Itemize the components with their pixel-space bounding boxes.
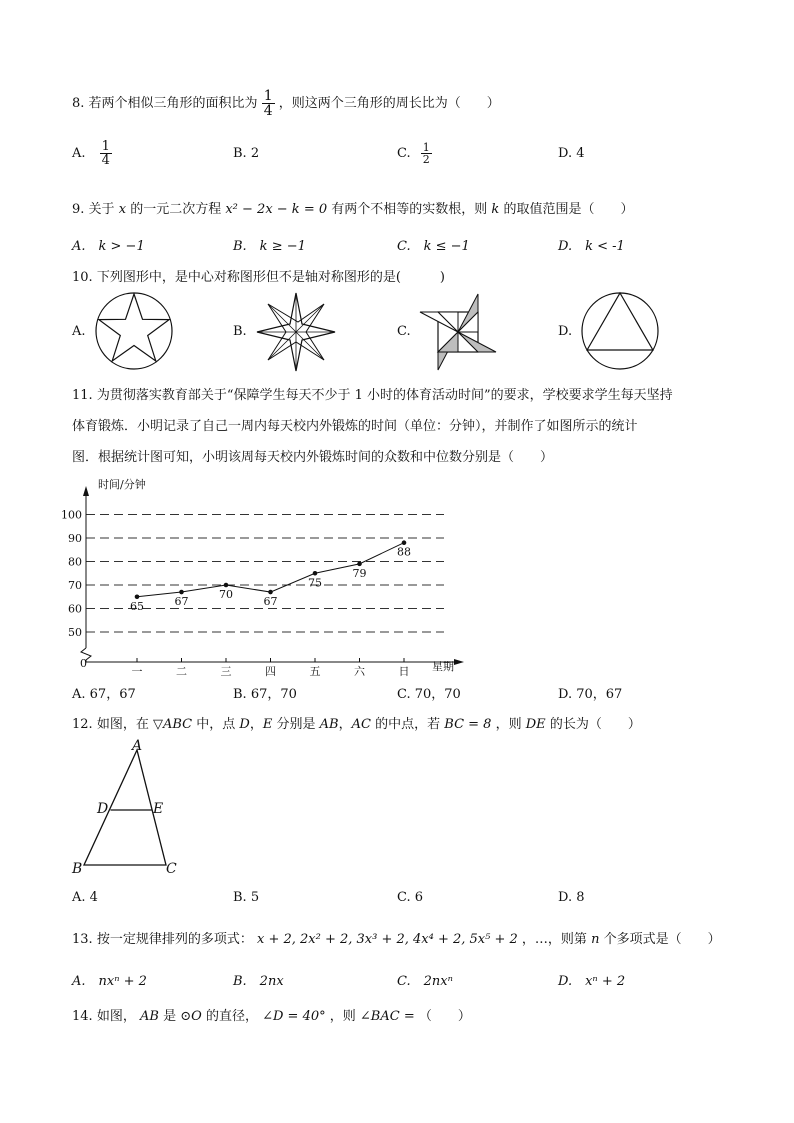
line-chart xyxy=(61,472,472,682)
vertex-b-label: B xyxy=(72,861,83,877)
y-axis-label: 时间/分钟 xyxy=(98,478,146,491)
point-d-label: D xyxy=(97,801,109,817)
option-d[interactable]: D. 70，67 xyxy=(558,687,623,702)
y-tick-label: 70 xyxy=(68,579,82,592)
x-tick-label: 五 xyxy=(309,665,321,678)
compass-star-figure xyxy=(256,292,336,372)
x-tick-label: 六 xyxy=(354,665,365,678)
option-a[interactable]: A. 67，67 xyxy=(72,687,136,702)
question-9: 9. 关于 x 的一元二次方程 x² − 2x − k = 0 有两个不相等的实数根，则 k 的取值范围是（ ） xyxy=(72,202,634,217)
x-tick-label: 二 xyxy=(176,665,187,678)
question-number: 13. xyxy=(72,932,93,947)
y-tick-label: 90 xyxy=(68,532,82,545)
data-point xyxy=(357,562,362,567)
x-tick-label: 三 xyxy=(220,665,232,678)
data-label: 75 xyxy=(308,576,322,590)
question-number: 14. xyxy=(72,1009,93,1024)
y-axis-arrow xyxy=(83,486,89,496)
pinwheel-figure xyxy=(418,292,498,372)
point-e-label: E xyxy=(153,801,164,817)
data-point xyxy=(135,594,140,599)
y-tick-label: 100 xyxy=(61,508,82,522)
circle-triangle-figure xyxy=(580,291,660,371)
x-tick-label: 日 xyxy=(398,665,410,678)
option-d[interactable]: D. xyxy=(558,324,573,339)
question-number: 8. xyxy=(72,96,85,111)
question-text: ，则这两个三角形的周长比为（ ） xyxy=(278,96,500,111)
data-point xyxy=(179,590,184,595)
data-point xyxy=(224,583,229,588)
option-c[interactable]: C. k ≤ −1 xyxy=(397,239,470,254)
option-a[interactable]: A. xyxy=(72,324,86,339)
option-b[interactable]: B. k ≥ −1 xyxy=(233,239,306,254)
y-tick-label: 50 xyxy=(68,626,82,639)
fraction: $\frac{1}{4}$ xyxy=(263,88,273,119)
question-14: 14. 如图， AB 是 ⊙O 的直径， ∠D = 40° ，则 ∠BAC = （ ） xyxy=(72,1009,471,1024)
data-label: 65 xyxy=(130,599,144,613)
vertex-a-label: A xyxy=(132,738,143,754)
option-c[interactable]: C. $\frac{1}{2}$ xyxy=(397,141,430,166)
question-11: 11. 为贯彻落实教育部关于“保障学生每天不少于 1 小时的体育活动时间”的要求，学校要求学生每天坚持 体育锻炼．小明记录了自己一周内每天校内外锻炼的时间（单位：分钟），并制作了如图所示的统计 图．根据统计图可知，小明该周每天校内外锻炼时间的众数和中位数分别是（ ） xyxy=(72,388,673,465)
option-d[interactable]: D. xⁿ + 2 xyxy=(558,974,626,989)
option-d[interactable]: D. 8 xyxy=(558,890,585,905)
option-b[interactable]: B. 67，70 xyxy=(233,687,297,702)
x-axis-label: 星期 xyxy=(432,660,454,673)
option-a[interactable]: A. $\frac{1}{4}$ xyxy=(72,139,110,168)
y-tick-label: 80 xyxy=(68,555,82,569)
data-point xyxy=(313,571,318,576)
option-a[interactable]: A. 4 xyxy=(72,890,98,905)
option-c[interactable]: C. 2nxⁿ xyxy=(397,974,453,989)
question-12: 12. 如图，在 ▽ABC 中，点 D，E 分别是 AB，AC 的中点，若 BC = 8 ，则 DE 的长为（ ） xyxy=(72,717,641,732)
data-label: 88 xyxy=(397,545,411,559)
option-a[interactable]: A. nxⁿ + 2 xyxy=(72,974,147,989)
data-label: 67 xyxy=(174,595,189,609)
option-b[interactable]: B. 5 xyxy=(233,890,260,905)
x-tick-label: 四 xyxy=(265,665,276,678)
option-c[interactable]: C. 70，70 xyxy=(397,687,461,702)
option-d[interactable]: D. 4 xyxy=(558,146,585,161)
question-text: 若两个相似三角形的面积比为 xyxy=(88,96,258,111)
data-point xyxy=(402,540,407,545)
data-point xyxy=(268,590,273,595)
option-d[interactable]: D. k < -1 xyxy=(558,239,625,254)
circle-star-figure xyxy=(94,291,174,371)
option-b[interactable]: B. 2 xyxy=(233,146,260,161)
option-c[interactable]: C. xyxy=(397,324,411,339)
data-label: 70 xyxy=(219,588,233,601)
option-b[interactable]: B. 2nx xyxy=(233,974,284,989)
question-13: 13. 按一定规律排列的多项式： x + 2, 2x² + 2, 3x³ + 2, 4x⁴ + 2, 5x⁵ + 2 ，…，则第 n 个多项式是（ ） xyxy=(72,932,721,947)
polynomial-sequence: x + 2, 2x² + 2, 3x³ + 2, 4x⁴ + 2, 5x⁵ + 2 xyxy=(256,932,518,947)
x-tick-label: 一 xyxy=(131,665,143,678)
data-label: 67 xyxy=(263,595,278,609)
data-label: 79 xyxy=(352,566,367,580)
triangle-figure xyxy=(70,740,190,880)
question-8 xyxy=(72,84,500,124)
fraction: $\frac{1}{4}$ xyxy=(101,139,110,168)
question-10: 10. 下列图形中，是中心对称图形但不是轴对称图形的是( ) xyxy=(72,270,445,285)
question-number: 9. xyxy=(72,202,85,217)
question-number: 12. xyxy=(72,717,93,732)
x-axis-arrow xyxy=(454,659,464,665)
origin-label: 0 xyxy=(80,657,87,670)
vertex-c-label: C xyxy=(166,861,177,877)
data-series xyxy=(130,540,411,612)
fraction: $\frac{1}{2}$ xyxy=(422,141,430,166)
y-tick-label: 60 xyxy=(68,602,82,616)
option-c[interactable]: C. 6 xyxy=(397,890,424,905)
option-b[interactable]: B. xyxy=(233,324,247,339)
option-a[interactable]: A. k > −1 xyxy=(72,239,145,254)
question-number: 11. xyxy=(72,388,93,403)
equation: x² − 2x − k = 0 xyxy=(225,202,328,217)
grid-lines xyxy=(61,509,444,640)
question-number: 10. xyxy=(72,270,93,285)
